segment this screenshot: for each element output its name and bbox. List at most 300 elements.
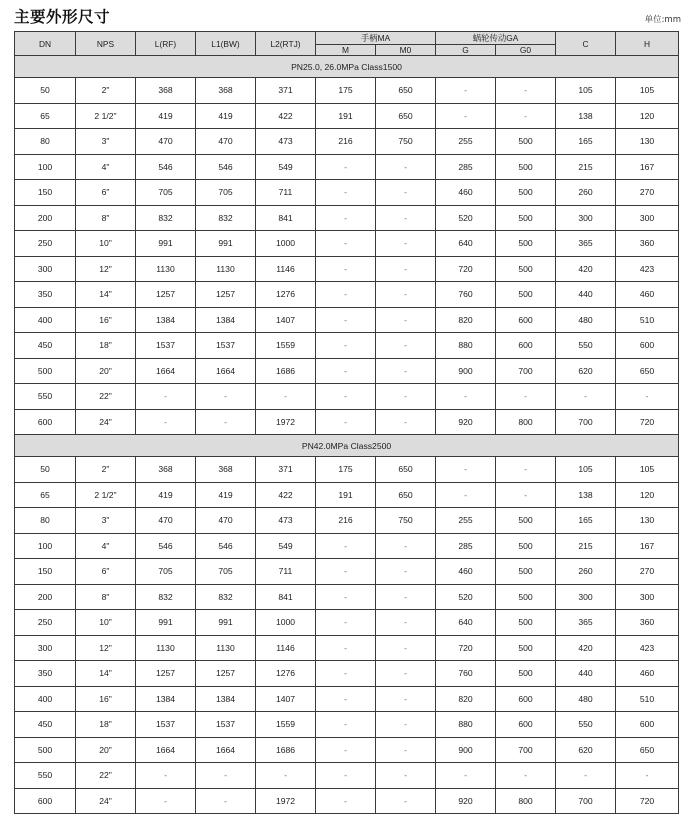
table-cell: 510 xyxy=(616,686,679,712)
table-cell: 460 xyxy=(616,661,679,687)
table-cell: 1257 xyxy=(136,661,196,687)
table-cell: 500 xyxy=(496,205,556,231)
table-cell: 260 xyxy=(556,559,616,585)
col-header-c: C xyxy=(556,32,616,56)
table-cell: 300 xyxy=(616,584,679,610)
table-cell: 546 xyxy=(196,154,256,180)
table-cell: 200 xyxy=(15,205,76,231)
table-cell: 1130 xyxy=(136,256,196,282)
table-cell: - xyxy=(316,661,376,687)
table-cell: 12" xyxy=(76,256,136,282)
table-cell: 991 xyxy=(196,231,256,257)
table-cell: 80 xyxy=(15,129,76,155)
table-cell: 80 xyxy=(15,508,76,534)
table-cell: 500 xyxy=(496,533,556,559)
table-cell: - xyxy=(496,763,556,789)
table-cell: 1686 xyxy=(256,737,316,763)
table-cell: 650 xyxy=(376,103,436,129)
table-cell: 460 xyxy=(436,559,496,585)
table-row xyxy=(15,482,679,508)
table-cell: 705 xyxy=(136,559,196,585)
table-cell: 460 xyxy=(616,282,679,308)
table-cell: 832 xyxy=(196,205,256,231)
table-cell: 500 xyxy=(496,508,556,534)
table-cell: 650 xyxy=(376,457,436,483)
table-cell: 8" xyxy=(76,584,136,610)
table-cell: 470 xyxy=(136,129,196,155)
table-row xyxy=(15,409,679,435)
table-cell: 1130 xyxy=(196,635,256,661)
table-cell: 419 xyxy=(196,103,256,129)
table-cell: 50 xyxy=(15,78,76,104)
table-cell: - xyxy=(316,333,376,359)
table-cell: - xyxy=(316,154,376,180)
table-cell: 520 xyxy=(436,584,496,610)
table-cell: - xyxy=(556,763,616,789)
table-cell: 20" xyxy=(76,737,136,763)
table-cell: 1257 xyxy=(196,661,256,687)
table-cell: 12" xyxy=(76,635,136,661)
table-cell: - xyxy=(316,610,376,636)
table-cell: 546 xyxy=(136,533,196,559)
col-header-g: G xyxy=(436,45,496,56)
table-cell: 600 xyxy=(496,712,556,738)
table-cell: - xyxy=(196,788,256,814)
table-cell: 1384 xyxy=(196,307,256,333)
table-cell: - xyxy=(376,712,436,738)
table-cell: - xyxy=(376,256,436,282)
table-cell: - xyxy=(376,333,436,359)
table-cell: 500 xyxy=(496,231,556,257)
table-cell: 480 xyxy=(556,307,616,333)
table-cell: 422 xyxy=(256,482,316,508)
table-row xyxy=(15,154,679,180)
table-cell: 711 xyxy=(256,559,316,585)
table-cell: 2 1/2" xyxy=(76,103,136,129)
table-row xyxy=(15,358,679,384)
table-cell: - xyxy=(256,384,316,410)
table-body xyxy=(15,56,679,814)
table-cell: 1384 xyxy=(136,307,196,333)
table-cell: 500 xyxy=(496,559,556,585)
table-cell: 500 xyxy=(496,180,556,206)
table-cell: - xyxy=(376,533,436,559)
table-cell: 350 xyxy=(15,282,76,308)
table-cell: 1664 xyxy=(136,737,196,763)
table-cell: 600 xyxy=(616,712,679,738)
table-cell: 368 xyxy=(196,457,256,483)
table-cell: 500 xyxy=(496,610,556,636)
table-cell: 600 xyxy=(15,788,76,814)
table-row xyxy=(15,333,679,359)
table-cell: 216 xyxy=(316,129,376,155)
table-cell: 165 xyxy=(556,129,616,155)
col-header-g0: G0 xyxy=(496,45,556,56)
table-cell: 600 xyxy=(496,333,556,359)
table-cell: - xyxy=(376,584,436,610)
table-cell: 300 xyxy=(15,635,76,661)
table-cell: 650 xyxy=(376,78,436,104)
table-cell: 1664 xyxy=(196,358,256,384)
table-cell: 720 xyxy=(616,409,679,435)
table-cell: 22" xyxy=(76,384,136,410)
table-cell: 1537 xyxy=(136,333,196,359)
table-cell: 720 xyxy=(616,788,679,814)
table-cell: 640 xyxy=(436,610,496,636)
table-cell: 6" xyxy=(76,559,136,585)
table-cell: 105 xyxy=(556,78,616,104)
table-cell: 138 xyxy=(556,482,616,508)
table-cell: 24" xyxy=(76,409,136,435)
table-cell: 1130 xyxy=(196,256,256,282)
col-header-dn: DN xyxy=(15,32,76,56)
table-cell: - xyxy=(316,712,376,738)
table-header xyxy=(15,32,679,56)
table-cell: 65 xyxy=(15,103,76,129)
table-cell: - xyxy=(376,205,436,231)
table-cell: 500 xyxy=(496,154,556,180)
table-cell: - xyxy=(436,457,496,483)
table-cell: - xyxy=(316,686,376,712)
table-cell: 14" xyxy=(76,661,136,687)
table-cell: 700 xyxy=(556,788,616,814)
table-cell: 419 xyxy=(136,482,196,508)
table-cell: 365 xyxy=(556,231,616,257)
table-cell: 423 xyxy=(616,635,679,661)
table-cell: 470 xyxy=(196,508,256,534)
table-cell: 1664 xyxy=(196,737,256,763)
table-cell: - xyxy=(436,763,496,789)
table-cell: - xyxy=(316,559,376,585)
table-cell: 500 xyxy=(496,661,556,687)
table-cell: 500 xyxy=(496,256,556,282)
table-cell: 440 xyxy=(556,661,616,687)
table-cell: 260 xyxy=(556,180,616,206)
table-cell: 880 xyxy=(436,712,496,738)
table-row xyxy=(15,610,679,636)
table-cell: 700 xyxy=(556,409,616,435)
table-cell: - xyxy=(196,384,256,410)
table-cell: 130 xyxy=(616,508,679,534)
table-cell: 820 xyxy=(436,307,496,333)
table-cell: 520 xyxy=(436,205,496,231)
table-cell: 550 xyxy=(556,712,616,738)
table-cell: 1257 xyxy=(196,282,256,308)
table-cell: 832 xyxy=(136,584,196,610)
table-cell: 500 xyxy=(15,358,76,384)
col-group-handle: 手柄MA xyxy=(316,32,436,45)
table-cell: 120 xyxy=(616,482,679,508)
table-cell: 360 xyxy=(616,231,679,257)
table-cell: 368 xyxy=(136,78,196,104)
table-cell: - xyxy=(316,307,376,333)
table-cell: 832 xyxy=(136,205,196,231)
table-cell: 1537 xyxy=(196,333,256,359)
table-cell: 150 xyxy=(15,559,76,585)
table-cell: 440 xyxy=(556,282,616,308)
table-cell: 820 xyxy=(436,686,496,712)
table-cell: 550 xyxy=(15,763,76,789)
table-cell: - xyxy=(436,384,496,410)
table-cell: - xyxy=(556,384,616,410)
table-cell: 1559 xyxy=(256,712,316,738)
table-cell: - xyxy=(316,384,376,410)
table-cell: - xyxy=(316,282,376,308)
table-cell: 16" xyxy=(76,307,136,333)
table-cell: 270 xyxy=(616,180,679,206)
table-cell: 920 xyxy=(436,409,496,435)
table-cell: 285 xyxy=(436,533,496,559)
table-cell: 371 xyxy=(256,457,316,483)
table-cell: 460 xyxy=(436,180,496,206)
table-cell: 250 xyxy=(15,231,76,257)
table-cell: 1407 xyxy=(256,686,316,712)
table-cell: - xyxy=(256,763,316,789)
table-cell: 50 xyxy=(15,457,76,483)
col-header-m0: M0 xyxy=(376,45,436,56)
table-cell: 105 xyxy=(556,457,616,483)
table-cell: 100 xyxy=(15,533,76,559)
table-cell: - xyxy=(376,686,436,712)
section-header-row xyxy=(15,435,679,457)
table-cell: - xyxy=(316,409,376,435)
table-cell: 841 xyxy=(256,205,316,231)
table-cell: 191 xyxy=(316,482,376,508)
table-cell: 991 xyxy=(196,610,256,636)
table-cell: - xyxy=(316,584,376,610)
table-row xyxy=(15,763,679,789)
table-cell: - xyxy=(196,409,256,435)
table-cell: 841 xyxy=(256,584,316,610)
table-cell: 600 xyxy=(616,333,679,359)
table-cell: 550 xyxy=(15,384,76,410)
table-cell: - xyxy=(316,635,376,661)
table-cell: 920 xyxy=(436,788,496,814)
table-row xyxy=(15,384,679,410)
table-cell: 300 xyxy=(616,205,679,231)
table-cell: 760 xyxy=(436,282,496,308)
table-cell: 900 xyxy=(436,737,496,763)
table-cell: - xyxy=(616,384,679,410)
table-cell: 400 xyxy=(15,686,76,712)
table-row xyxy=(15,559,679,585)
table-cell: 720 xyxy=(436,635,496,661)
table-cell: 473 xyxy=(256,129,316,155)
table-cell: 473 xyxy=(256,508,316,534)
table-cell: 300 xyxy=(556,584,616,610)
table-cell: 1257 xyxy=(136,282,196,308)
table-cell: 500 xyxy=(496,282,556,308)
table-cell: 360 xyxy=(616,610,679,636)
table-cell: - xyxy=(316,180,376,206)
table-cell: 300 xyxy=(15,256,76,282)
table-cell: - xyxy=(376,307,436,333)
table-cell: - xyxy=(316,763,376,789)
table-cell: 250 xyxy=(15,610,76,636)
section-label: PN25.0, 26.0MPa Class1500 xyxy=(15,56,679,78)
table-cell: 800 xyxy=(496,409,556,435)
table-row xyxy=(15,231,679,257)
table-row xyxy=(15,737,679,763)
table-cell: 991 xyxy=(136,231,196,257)
table-cell: 1384 xyxy=(136,686,196,712)
table-cell: 24" xyxy=(76,788,136,814)
section-label: PN42.0MPa Class2500 xyxy=(15,435,679,457)
table-cell: 620 xyxy=(556,737,616,763)
table-cell: 500 xyxy=(496,635,556,661)
table-cell: 650 xyxy=(376,482,436,508)
col-header-nps: NPS xyxy=(76,32,136,56)
table-cell: 750 xyxy=(376,129,436,155)
table-cell: 1276 xyxy=(256,282,316,308)
table-cell: 130 xyxy=(616,129,679,155)
table-cell: 600 xyxy=(496,686,556,712)
table-row xyxy=(15,508,679,534)
table-cell: 750 xyxy=(376,508,436,534)
table-cell: 705 xyxy=(196,180,256,206)
table-cell: 2 1/2" xyxy=(76,482,136,508)
table-row xyxy=(15,129,679,155)
table-cell: 705 xyxy=(196,559,256,585)
table-cell: 138 xyxy=(556,103,616,129)
table-cell: - xyxy=(136,788,196,814)
table-row xyxy=(15,282,679,308)
table-cell: 4" xyxy=(76,533,136,559)
table-cell: - xyxy=(316,358,376,384)
unit-label: 单位:mm xyxy=(644,15,681,25)
table-cell: - xyxy=(376,763,436,789)
table-cell: 4" xyxy=(76,154,136,180)
table-row xyxy=(15,661,679,687)
table-cell: - xyxy=(496,457,556,483)
col-header-l2-rtj: L2(RTJ) xyxy=(256,32,316,56)
table-cell: 470 xyxy=(196,129,256,155)
table-cell: 1276 xyxy=(256,661,316,687)
table-cell: 3" xyxy=(76,508,136,534)
table-cell: - xyxy=(496,482,556,508)
table-cell: 549 xyxy=(256,154,316,180)
table-cell: 3" xyxy=(76,129,136,155)
table-cell: 215 xyxy=(556,154,616,180)
table-cell: - xyxy=(376,180,436,206)
table-cell: 420 xyxy=(556,635,616,661)
table-cell: 500 xyxy=(496,129,556,155)
table-row xyxy=(15,533,679,559)
table-cell: 650 xyxy=(616,358,679,384)
table-cell: 191 xyxy=(316,103,376,129)
table-cell: 2" xyxy=(76,457,136,483)
table-cell: 510 xyxy=(616,307,679,333)
table-cell: 2" xyxy=(76,78,136,104)
table-cell: 215 xyxy=(556,533,616,559)
table-cell: 22" xyxy=(76,763,136,789)
table-cell: 365 xyxy=(556,610,616,636)
table-cell: 1000 xyxy=(256,610,316,636)
table-row xyxy=(15,78,679,104)
table-cell: 400 xyxy=(15,307,76,333)
table-cell: 10" xyxy=(76,610,136,636)
table-cell: - xyxy=(316,737,376,763)
table-cell: 368 xyxy=(196,78,256,104)
table-row xyxy=(15,686,679,712)
table-cell: - xyxy=(376,559,436,585)
table-cell: - xyxy=(376,282,436,308)
table-cell: 175 xyxy=(316,457,376,483)
table-cell: 720 xyxy=(436,256,496,282)
dimensions-table xyxy=(14,31,679,814)
table-cell: 167 xyxy=(616,533,679,559)
table-cell: 450 xyxy=(15,712,76,738)
table-cell: 216 xyxy=(316,508,376,534)
table-cell: 500 xyxy=(496,584,556,610)
table-cell: - xyxy=(376,635,436,661)
table-cell: 175 xyxy=(316,78,376,104)
table-cell: 620 xyxy=(556,358,616,384)
table-cell: 705 xyxy=(136,180,196,206)
table-cell: - xyxy=(376,610,436,636)
table-cell: 65 xyxy=(15,482,76,508)
table-cell: 1407 xyxy=(256,307,316,333)
table-cell: 350 xyxy=(15,661,76,687)
table-cell: - xyxy=(316,533,376,559)
table-cell: 600 xyxy=(496,307,556,333)
table-cell: 760 xyxy=(436,661,496,687)
table-row xyxy=(15,788,679,814)
table-row xyxy=(15,256,679,282)
table-cell: 1559 xyxy=(256,333,316,359)
col-header-l1-bw: L1(BW) xyxy=(196,32,256,56)
table-cell: - xyxy=(376,384,436,410)
table-cell: - xyxy=(196,763,256,789)
table-cell: 165 xyxy=(556,508,616,534)
table-cell: 550 xyxy=(556,333,616,359)
table-row xyxy=(15,712,679,738)
table-cell: 1972 xyxy=(256,409,316,435)
table-cell: 600 xyxy=(15,409,76,435)
table-cell: - xyxy=(496,384,556,410)
table-cell: 255 xyxy=(436,129,496,155)
table-cell: 1130 xyxy=(136,635,196,661)
table-cell: 255 xyxy=(436,508,496,534)
table-cell: 700 xyxy=(496,737,556,763)
table-cell: 991 xyxy=(136,610,196,636)
table-row xyxy=(15,307,679,333)
table-cell: 1146 xyxy=(256,256,316,282)
table-cell: 419 xyxy=(136,103,196,129)
table-cell: - xyxy=(136,384,196,410)
table-cell: 6" xyxy=(76,180,136,206)
table-cell: 549 xyxy=(256,533,316,559)
table-cell: 1146 xyxy=(256,635,316,661)
table-cell: - xyxy=(376,358,436,384)
table-cell: - xyxy=(376,154,436,180)
table-cell: 700 xyxy=(496,358,556,384)
table-cell: 480 xyxy=(556,686,616,712)
table-cell: - xyxy=(316,256,376,282)
table-cell: - xyxy=(436,78,496,104)
table-cell: 450 xyxy=(15,333,76,359)
table-cell: - xyxy=(496,103,556,129)
col-header-m: M xyxy=(316,45,376,56)
table-cell: - xyxy=(316,205,376,231)
table-cell: - xyxy=(376,409,436,435)
table-cell: 1664 xyxy=(136,358,196,384)
table-cell: 200 xyxy=(15,584,76,610)
table-cell: - xyxy=(376,788,436,814)
table-row xyxy=(15,457,679,483)
table-cell: - xyxy=(376,661,436,687)
table-cell: - xyxy=(376,231,436,257)
